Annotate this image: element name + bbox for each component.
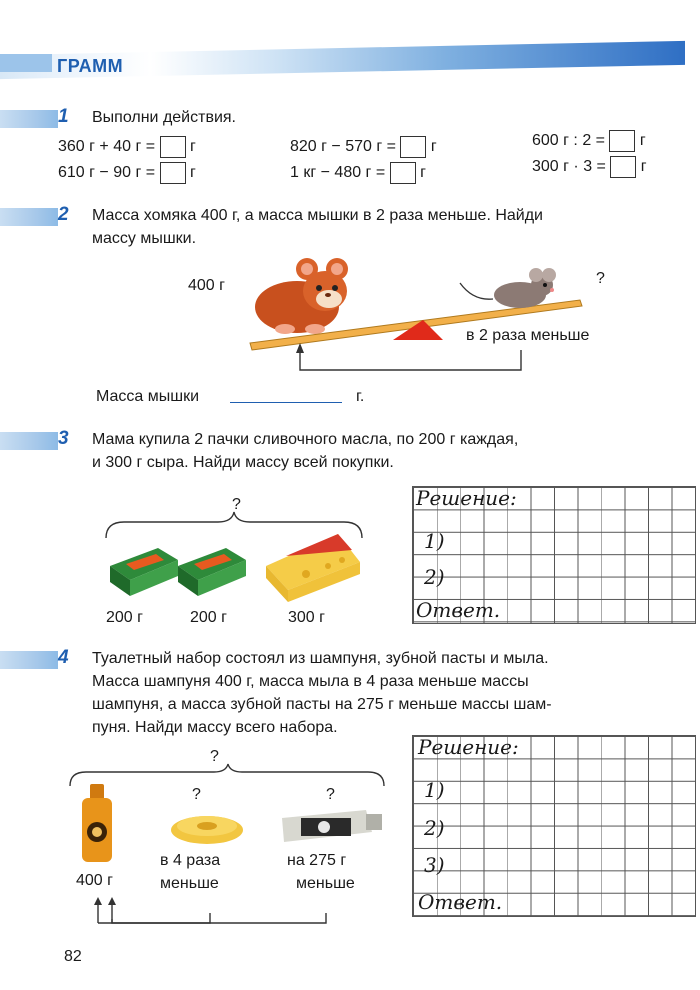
step-label: 1) <box>424 778 445 802</box>
answer-box[interactable] <box>610 156 636 178</box>
hamster-icon <box>255 258 348 334</box>
solution-heading: Решение: <box>418 735 519 759</box>
task-marker <box>0 651 58 669</box>
soap-relation: меньше <box>160 875 219 892</box>
total-label: ? <box>232 496 241 513</box>
equation: 610 г − 90 г = г <box>58 162 196 184</box>
solution-heading: Решение: <box>416 486 517 510</box>
mouse-mass-label: ? <box>596 270 605 287</box>
step-label: 1) <box>424 529 445 553</box>
cheese-mass-label: 300 г <box>288 609 325 626</box>
header-left-stripe <box>0 54 52 72</box>
answer-box[interactable] <box>160 136 186 158</box>
task-2-number: 2 <box>58 204 69 225</box>
task-3-text: Мама купила 2 пачки сливочного масла, по 200 г каждая, и 300 г сыра. Найди массу всей покупки. <box>92 431 519 471</box>
step-label: 3) <box>424 853 445 877</box>
equation: 300 г · 3 = г <box>532 156 647 178</box>
task-marker <box>0 110 58 128</box>
task-1-number: 1 <box>58 106 69 127</box>
paste-mass-question: ? <box>326 786 335 803</box>
cheese-icon <box>266 534 360 602</box>
task-1-instruction: Выполни действия. <box>92 109 236 126</box>
answer-box[interactable] <box>400 136 426 158</box>
relation-arrows <box>90 895 340 925</box>
equation: 360 г + 40 г = г <box>58 136 196 158</box>
answer-box[interactable] <box>609 130 635 152</box>
task-3-number: 3 <box>58 428 69 449</box>
answer-prefix: Масса мышки <box>96 388 200 405</box>
butter-icon <box>178 548 246 596</box>
answer-line[interactable] <box>230 402 342 403</box>
butter-mass-label: 200 г <box>106 609 143 626</box>
equation: 600 г : 2 = г <box>532 130 646 152</box>
paste-relation: на 275 г <box>287 852 347 869</box>
page-title: ГРАММ <box>57 56 124 76</box>
toothpaste-icon <box>282 810 382 842</box>
answer-heading: Ответ. <box>416 598 501 622</box>
shampoo-bottle-icon <box>82 784 112 862</box>
butter-icon <box>110 548 178 596</box>
answer-box[interactable] <box>160 162 186 184</box>
soap-icon <box>171 816 243 844</box>
soap-mass-question: ? <box>192 786 201 803</box>
butter-cheese-illustration <box>106 530 368 606</box>
equation: 820 г − 570 г = г <box>290 136 437 158</box>
soap-relation: в 4 раза <box>160 852 221 869</box>
mouse-icon <box>460 268 556 308</box>
hamster-mass-label: 400 г <box>188 277 225 294</box>
step-label: 2) <box>424 565 445 589</box>
task-4-text: Туалетный набор состоял из шампуня, зубной пасты и мыла. Масса шампуня 400 г, масса мыла в 4 раза меньше массы шампуня, а масса зубной пасты на 275 г меньше массы шам- пуня. Найди массу всего набора. <box>92 650 552 736</box>
task-2-text: Масса хомяка 400 г, а масса мышки в 2 раза меньше. Найди массу мышки. <box>92 207 543 247</box>
step-label: 2) <box>424 816 445 840</box>
total-label: ? <box>210 748 219 765</box>
shampoo-mass-label: 400 г <box>76 872 113 889</box>
page-number: 82 <box>64 948 82 965</box>
relation-label: в 2 раза меньше <box>466 327 590 344</box>
answer-heading: Ответ. <box>418 890 503 914</box>
answer-suffix: г. <box>356 388 365 405</box>
equation: 1 кг − 480 г = г <box>290 162 426 184</box>
butter-mass-label: 200 г <box>190 609 227 626</box>
task-marker <box>0 432 58 450</box>
seesaw-illustration <box>245 255 590 375</box>
task-marker <box>0 208 58 226</box>
paste-relation: меньше <box>296 875 355 892</box>
task-4-number: 4 <box>58 647 69 668</box>
answer-box[interactable] <box>390 162 416 184</box>
